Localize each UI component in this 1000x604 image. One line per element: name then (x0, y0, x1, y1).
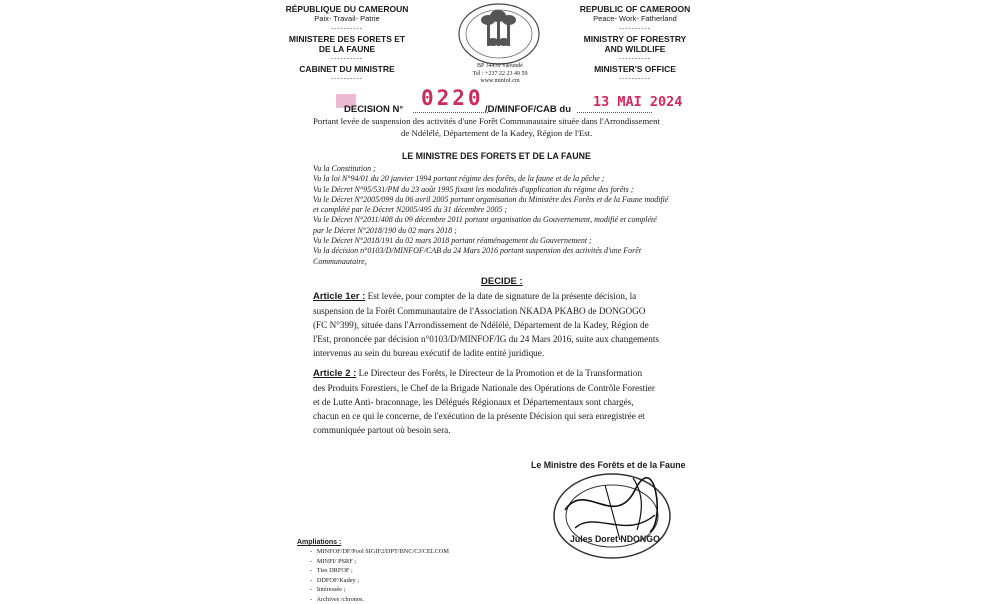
ampliation-item: - MINFI/ PSRF ; (310, 557, 449, 567)
article-2-line: Le Directeur des Forêts, le Directeur de la Promotion et de la Transformation (356, 368, 642, 378)
ampliation-item: - Intéressée ; (310, 585, 449, 595)
ministry-emblem-icon (457, 2, 541, 66)
website: www.minfof.cm (455, 78, 545, 86)
cabinet-fr: CABINET DU MINISTRE (282, 64, 412, 74)
article-2-line: des Produits Forestiers, le Chef de la Brigade Nationale des Opérations de Contrôle Forestier (313, 381, 655, 395)
decision-subtitle-1: Portant levée de suspension des activités d'une Forêt Communautaire située dans l'Arrondissement (313, 116, 660, 126)
article-1-line: intervenus au sein du bureau exécutif de ladite entité juridique. (313, 346, 659, 360)
contact-block (455, 63, 545, 86)
article-2-label: Article 2 : (313, 368, 356, 379)
vu-item: Vu le Décret N°2018/191 du 02 mars 2018 portant réaménagement du Gouvernement ; (313, 236, 668, 246)
vu-item: Vu la Constitution ; (313, 164, 668, 174)
dotted-line (577, 112, 652, 113)
article-1-label: Article 1er : (313, 291, 365, 302)
decision-subtitle-2: de Ndélélé, Département de la Kadey, Région de l'Est. (401, 128, 592, 138)
vu-item: Vu la décision n°0103/D/MINFOF/CAB du 24 Mars 2016 portant suspension des activités d'une Forêt (313, 246, 668, 256)
ministry-fr-1: MINISTERE DES FORETS ET (282, 34, 412, 44)
article-1-line: l'Est, prononcée par décision n°0103/D/MINFOF/IG du 24 Mars 2016, suite aux changements (313, 332, 659, 346)
signatory-name: Jules Doret NDONGO (570, 534, 660, 544)
decision-ref: /D/MINFOF/CAB du (485, 104, 571, 115)
dotted-line (413, 112, 488, 113)
decision-date: 13 MAI 2024 (593, 94, 682, 110)
signature-title: Le Ministre des Forêts et de la Faune (531, 460, 685, 470)
separator: ---------- (570, 54, 700, 64)
ministry-fr-2: DE LA FAUNE (282, 44, 412, 54)
minister-heading: LE MINISTRE DES FORETS ET DE LA FAUNE (402, 151, 591, 161)
article-2-line: chacun en ce qui le concerne, de l'exécution de la présente Décision qui sera enregistrée et (313, 409, 655, 423)
vu-item: Communautaire, (313, 257, 668, 267)
article-1-line: Est levée, pour compter de la date de signature de la présente décision, la (365, 291, 636, 301)
ampliations-list (310, 547, 449, 604)
vu-item: Vu le Décret N°2005/099 du 06 avril 2005 portant organisation du Ministère des Forêts et de la Faune modifié (313, 195, 668, 205)
phone: Tél : +237 22 23 49 59 (455, 71, 545, 79)
office-en: MINISTER'S OFFICE (570, 64, 700, 74)
republic-en: REPUBLIC OF CAMEROON (570, 4, 700, 14)
separator: ---------- (282, 74, 412, 84)
article-1 (313, 289, 659, 360)
decision-number: 0220 (421, 86, 484, 110)
motto-en: Peace- Work- Fatherland (570, 14, 700, 24)
ampliation-item: - Ttes DRFOF ; (310, 566, 449, 576)
separator: ---------- (570, 24, 700, 34)
vu-list (313, 164, 668, 267)
vu-item: Vu le Décret N°95/531/PM du 23 août 1995 fixant les modalités d'application du régime des forêts ; (313, 185, 668, 195)
ampliation-item: - MINFOF/DF/Pool SIGIF2/DPT/BNC/CJ/CELCOM (310, 547, 449, 557)
vu-item: et complété par le Décret N2005/495 du 31 décembre 2005 ; (313, 205, 668, 215)
ministry-en-2: AND WILDLIFE (570, 44, 700, 54)
republic-fr: RÉPUBLIQUE DU CAMEROUN (282, 4, 412, 14)
article-2-line: communiquée partout où besoin sera. (313, 423, 655, 437)
header-right (570, 4, 700, 84)
ampliations-title: Ampliations : (297, 539, 341, 546)
article-1-line: (FC N°399), située dans l'Arrondissement de Ndélélé, Département de la Kadey, Région de (313, 318, 659, 332)
motto-fr: Paix- Travail- Patrie (282, 14, 412, 24)
decide-heading: DECIDE : (481, 276, 523, 287)
separator: ---------- (282, 24, 412, 34)
ministry-en-1: MINISTRY OF FORESTRY (570, 34, 700, 44)
postal-box: BP 34430 Yaoundé (455, 63, 545, 71)
decision-prefix: DECISION N° (344, 104, 403, 115)
vu-item: Vu le Décret N°2011/408 du 09 décembre 2011 portant organisation du Gouvernement, modifié et complété (313, 215, 668, 225)
vu-item: Vu la loi N°94/01 du 20 janvier 1994 portant régime des forêts, de la faune et de la pêche ; (313, 174, 668, 184)
official-seal-icon (545, 470, 680, 562)
article-2-line: et de Lutte Anti- braconnage, les Délégués Régionaux et Départementaux sont chargés, (313, 395, 655, 409)
separator: ---------- (570, 74, 700, 84)
article-1-line: suspension de la Forêt Communautaire de l'Association NKADA PKABO de DONGOGO (313, 304, 659, 318)
separator: ---------- (282, 54, 412, 64)
article-2 (313, 366, 655, 437)
vu-item: par le Décret N°2018/190 du 02 mars 2018 ; (313, 226, 668, 236)
ampliation-item: - Archives /chronos. (310, 595, 449, 604)
ampliation-item: - DDFOF/Kadey ; (310, 576, 449, 586)
header-left (282, 4, 412, 84)
